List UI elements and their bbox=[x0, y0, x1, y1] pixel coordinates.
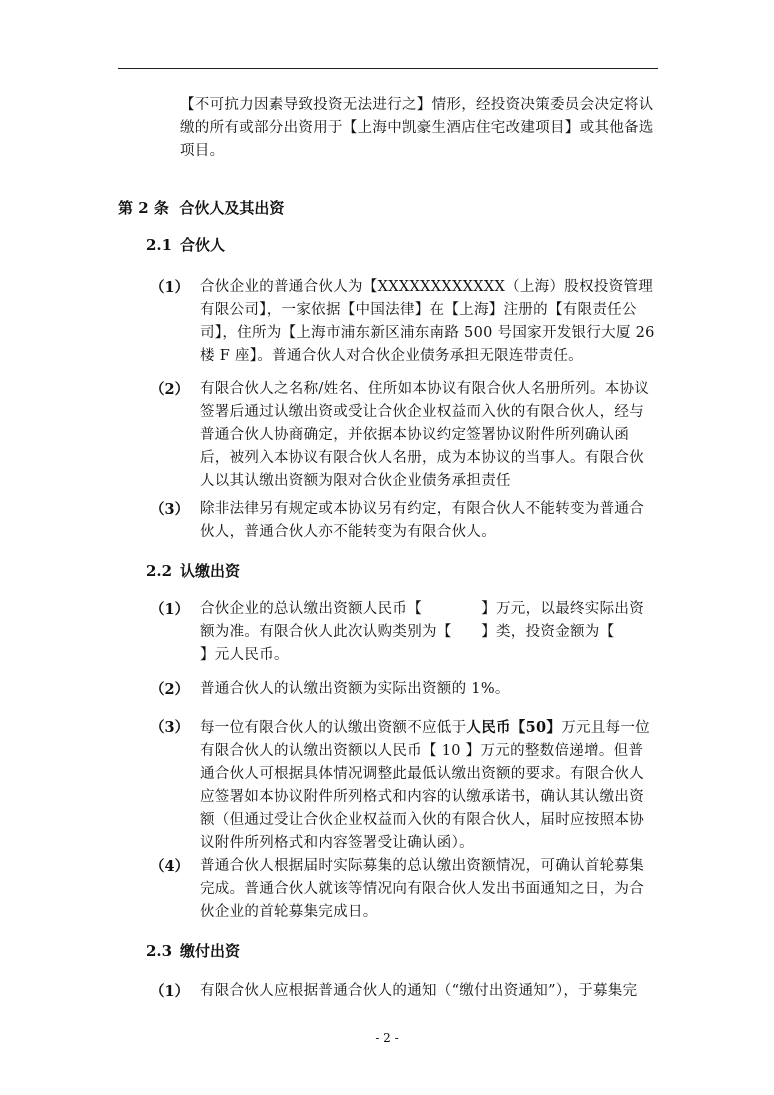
list-item-number: （1） bbox=[150, 279, 190, 296]
list-item-text-part: 万元且每一位有限合伙人的认缴出资额以人民币【 10 】万元的整数倍递增。但普通合伙人可根据具体情况调整此最低认缴出资额的要求。有限合伙人应签署如本协议附件所列格式和内容的认缴承诺书，确认其认缴出资额（但通过受让合伙企业权益而入伙的有限合伙人，届时应按照本协议附件所列格式和内容签署受让确认函）。 bbox=[200, 720, 650, 851]
section-number: 2.1 bbox=[146, 236, 173, 254]
list-item-number: （4） bbox=[150, 858, 190, 875]
list-item-text: 合伙企业的普通合伙人为【XXXXXXXXXXXX（上海）股权投资管理有限公司】，一家依据【中国法律】在【上海】注册的【有限责任公司】，住所为【上海市浦东新区浦东南路 500 号国家开发银行大厦 26 楼 F 座】。普通合伙人对合伙企业债务承担无限连带责任。 bbox=[200, 279, 655, 364]
section-2-2-heading bbox=[146, 560, 240, 582]
page-number: - 2 - bbox=[375, 1031, 399, 1045]
section-number: 2.2 bbox=[146, 562, 173, 580]
minimum-amount: 人民币【50】 bbox=[466, 719, 562, 736]
list-item-text: 除非法律另有规定或本协议另有约定，有限合伙人不能转变为普通合伙人，普通合伙人亦不能转变为有限合伙人。 bbox=[200, 501, 644, 540]
list-item-number: （1） bbox=[150, 601, 190, 618]
list-item-text-part: 每一位有限合伙人的认缴出资额不应低于 bbox=[200, 720, 467, 736]
list-item-number: （3） bbox=[150, 501, 190, 518]
header-rule bbox=[118, 68, 658, 69]
list-item-text bbox=[200, 716, 658, 855]
section-title: 合伙人 bbox=[180, 236, 226, 254]
section-title: 认缴出资 bbox=[180, 562, 241, 580]
intro-paragraph: 【不可抗力因素导致投资无法进行之】情形，经投资决策委员会决定将认缴的所有或部分出资用于【上海中凯豪生酒店住宅改建项目】或其他备选项目。 bbox=[180, 97, 654, 159]
section-2-1-heading bbox=[146, 234, 225, 256]
article-title: 合伙人及其出资 bbox=[179, 199, 285, 217]
list-item-text: 有限合伙人应根据普通合伙人的通知（“缴付出资通知”），于募集完 bbox=[200, 983, 638, 999]
article-heading bbox=[118, 197, 284, 219]
list-item-number: （2） bbox=[150, 381, 190, 398]
list-item-text: 有限合伙人之名称/姓名、住所如本协议有限合伙人名册所列。本协议签署后通过认缴出资或受让合伙企业权益而入伙的有限合伙人，经与普通合伙人协商确定，并依据本协议约定签署协议附件所列确认函后，被列入本协议有限合伙人名册，成为本协议的当事人。有限合伙人以其认缴出资额为限对合伙企业债务承担责任 bbox=[200, 381, 650, 489]
list-item-number: （3） bbox=[150, 719, 190, 736]
section-title: 缴付出资 bbox=[180, 942, 241, 960]
list-item-number: （1） bbox=[150, 983, 190, 1000]
article-number: 第 2 条 bbox=[118, 199, 169, 217]
section-2-3-heading bbox=[146, 940, 240, 962]
section-number: 2.3 bbox=[146, 942, 173, 960]
list-item-number: （2） bbox=[150, 681, 190, 698]
list-item-text: 合伙企业的总认缴出资额人民币【 】万元，以最终实际出资额为准。有限合伙人此次认购类别为【 】类，投资金额为【 】元人民币。 bbox=[200, 601, 689, 663]
list-item-text: 普通合伙人的认缴出资额为实际出资额的 1%。 bbox=[200, 681, 510, 697]
list-item-text: 普通合伙人根据届时实际募集的总认缴出资额情况，可确认首轮募集完成。普通合伙人就该等情况向有限合伙人发出书面通知之日，为合伙企业的首轮募集完成日。 bbox=[200, 858, 644, 920]
